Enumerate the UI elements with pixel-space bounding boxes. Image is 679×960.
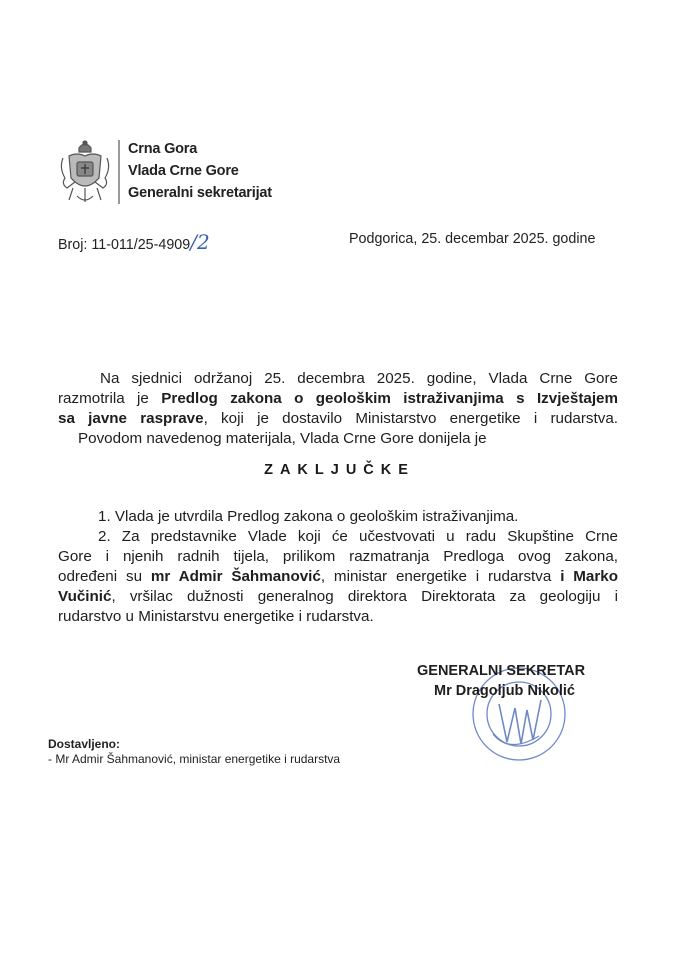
intro-line: sa javne rasprave, koji je dostavilo Ministarstvo energetike i rudarstva.	[58, 410, 618, 427]
header-divider	[118, 140, 120, 204]
signature-title: GENERALNI SEKRETAR	[417, 663, 586, 679]
coat-of-arms-icon	[55, 138, 115, 208]
conclusion-item-2-line: rudarstvo u Ministarstvu energetike i rudarstva.	[58, 608, 374, 625]
intro-line: Na sjednici održanoj 25. decembra 2025. godine, Vlada Crne Gore	[100, 370, 618, 387]
place-date: Podgorica, 25. decembar 2025. godine	[349, 231, 596, 247]
header-country: Crna Gora	[128, 141, 198, 157]
conclusions-title: ZAKLJUČKE	[264, 462, 415, 478]
document-number	[58, 230, 210, 254]
handwritten-number: /2	[190, 230, 210, 254]
official-stamp-icon	[469, 664, 569, 764]
signature-name: Mr Dragoljub Nikolić	[434, 683, 575, 699]
conclusion-item-1: 1. Vlada je utvrdila Predlog zakona o geološkim istraživanjima.	[98, 508, 519, 525]
conclusions-list	[58, 507, 618, 627]
header-government: Vlada Crne Gore	[128, 163, 239, 179]
intro-paragraph	[58, 369, 618, 449]
conclusion-item-2-line: 2. Za predstavnike Vlade koji će učestvovati u radu Skupštine Crne	[98, 528, 618, 545]
intro-line: razmotrila je Predlog zakona o geološkim istraživanjima s Izvještajem	[58, 390, 618, 407]
conclusion-item-2-line: Vučinić, vršilac dužnosti generalnog direktora Direktorata za geologiju i	[58, 588, 618, 605]
distribution-item: - Mr Admir Šahmanović, ministar energetike i rudarstva	[48, 752, 341, 766]
intro-line: Povodom navedenog materijala, Vlada Crne Gore donijela je	[78, 430, 487, 447]
document-number-text: Broj: 11-011/25-4909	[58, 237, 191, 253]
conclusion-item-2-line: određeni su mr Admir Šahmanović, ministar energetike i rudarstva i Marko	[58, 568, 619, 585]
header-secretariat: Generalni sekretarijat	[128, 185, 272, 201]
distribution-label: Dostavljeno:	[48, 737, 121, 751]
conclusion-item-2-line: Gore i njenih radnih tijela, prilikom razmatranja Predloga ovog zakona,	[58, 548, 618, 565]
